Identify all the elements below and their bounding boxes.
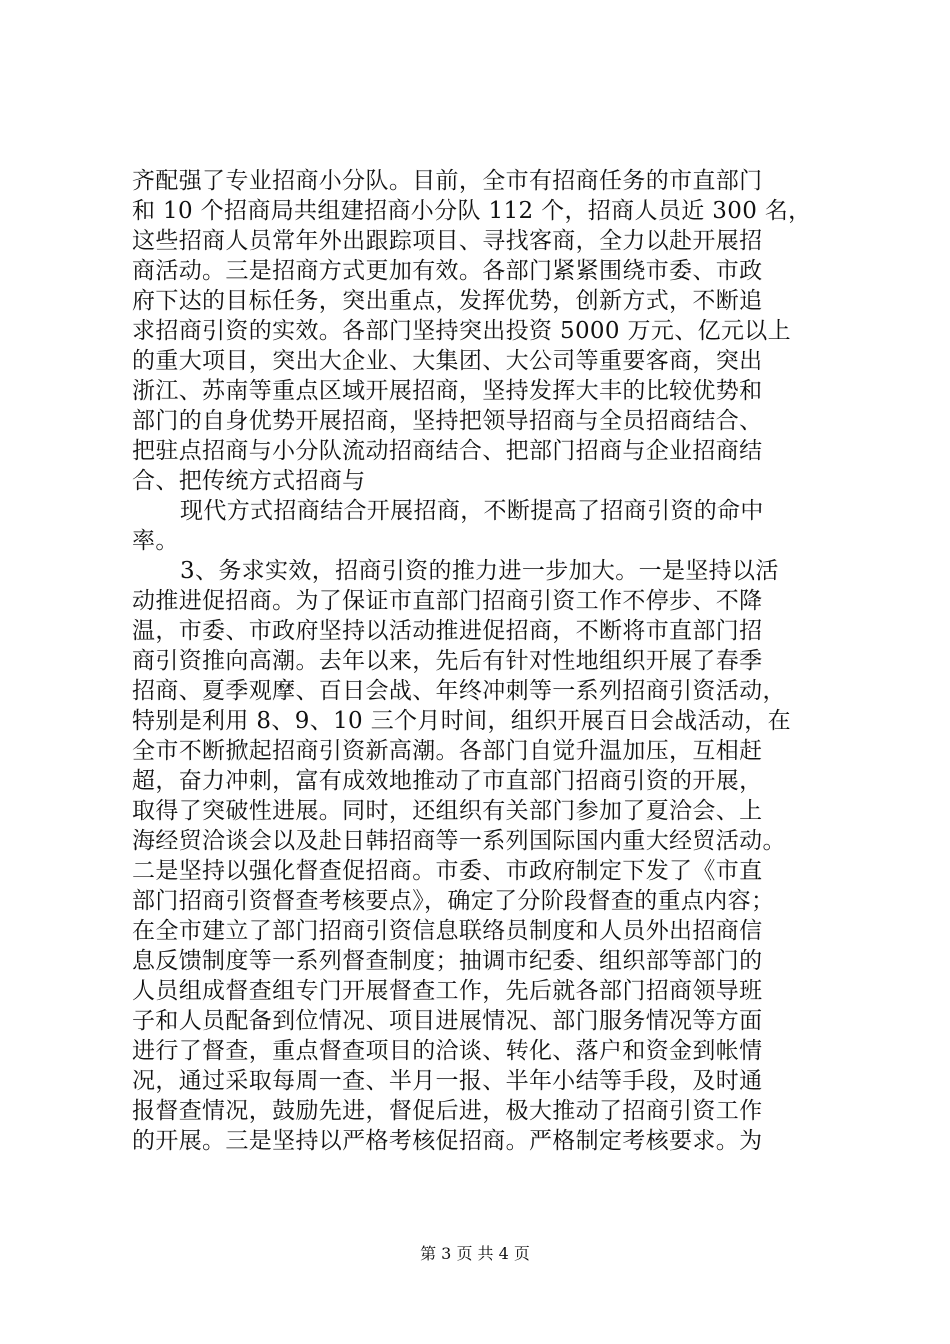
- text-line: 在全市建立了部门招商引资信息联络员制度和人员外出招商信: [132, 918, 763, 944]
- text-line: 的重大项目，突出大企业、大集团、大公司等重要客商，突出: [132, 348, 763, 374]
- text-line: 取得了突破性进展。同时，还组织有关部门参加了夏洽会、上: [132, 798, 763, 824]
- text-line: 合、把传统方式招商与: [132, 468, 366, 494]
- text-line: 现代方式招商结合开展招商，不断提高了招商引资的命中: [180, 498, 764, 524]
- text-line: 进行了督查，重点督查项目的洽谈、转化、落户和资金到帐情: [132, 1038, 763, 1064]
- text-line: 求招商引资的实效。各部门坚持突出投资 5000 万元、亿元以上: [132, 318, 792, 344]
- text-line: 超，奋力冲刺，富有成效地推动了市直部门招商引资的开展，: [132, 768, 763, 794]
- text-line: 海经贸洽谈会以及赴日韩招商等一系列国际国内重大经贸活动。: [132, 828, 786, 854]
- text-line: 招商、夏季观摩、百日会战、年终冲刺等一系列招商引资活动，: [132, 678, 786, 704]
- text-line: 二是坚持以强化督查促招商。市委、市政府制定下发了《市直: [132, 858, 763, 884]
- text-line: 息反馈制度等一系列督查制度；抽调市纪委、组织部等部门的: [132, 948, 763, 974]
- text-line: 人员组成督查组专门开展督查工作，先后就各部门招商领导班: [132, 978, 763, 1004]
- text-line: 部门招商引资督查考核要点》，确定了分阶段督查的重点内容；: [132, 888, 775, 914]
- text-line: 浙江、苏南等重点区域开展招商，坚持发挥大丰的比较优势和: [132, 378, 763, 404]
- text-line: 的开展。三是坚持以严格考核促招商。严格制定考核要求。为: [132, 1128, 763, 1154]
- text-line: 把驻点招商与小分队流动招商结合、把部门招商与企业招商结: [132, 438, 763, 464]
- text-line: 率。: [132, 528, 179, 554]
- text-line: 部门的自身优势开展招商，坚持把领导招商与全员招商结合、: [132, 408, 763, 434]
- text-line: 3、务求实效，招商引资的推力进一步加大。一是坚持以活: [180, 558, 779, 584]
- text-line: 子和人员配备到位情况、项目进展情况、部门服务情况等方面: [132, 1008, 763, 1034]
- text-line: 齐配强了专业招商小分队。目前，全市有招商任务的市直部门: [132, 168, 763, 194]
- text-line: 商引资推向高潮。去年以来，先后有针对性地组织开展了春季: [132, 648, 763, 674]
- text-line: 温，市委、市政府坚持以活动推进促招商，不断将市直部门招: [132, 618, 763, 644]
- text-line: 商活动。三是招商方式更加有效。各部门紧紧围绕市委、市政: [132, 258, 763, 284]
- text-line: 这些招商人员常年外出跟踪项目、寻找客商，全力以赴开展招: [132, 228, 763, 254]
- text-line: 和 10 个招商局共组建招商小分队 112 个，招商人员近 300 名，: [132, 198, 812, 224]
- text-line: 报督查情况，鼓励先进，督促后进，极大推动了招商引资工作: [132, 1098, 763, 1124]
- text-line: 府下达的目标任务，突出重点，发挥优势，创新方式，不断追: [132, 288, 763, 314]
- text-line: 动推进促招商。为了保证市直部门招商引资工作不停步、不降: [132, 588, 763, 614]
- page-footer: 第 3 页 共 4 页: [420, 1244, 530, 1263]
- text-line: 特别是利用 8、9、10 三个月时间，组织开展百日会战活动，在: [132, 708, 792, 734]
- text-line: 全市不断掀起招商引资新高潮。各部门自觉升温加压，互相赶: [132, 738, 763, 764]
- text-line: 况，通过采取每周一查、半月一报、半年小结等手段，及时通: [132, 1068, 763, 1094]
- document-body: [132, 166, 822, 1156]
